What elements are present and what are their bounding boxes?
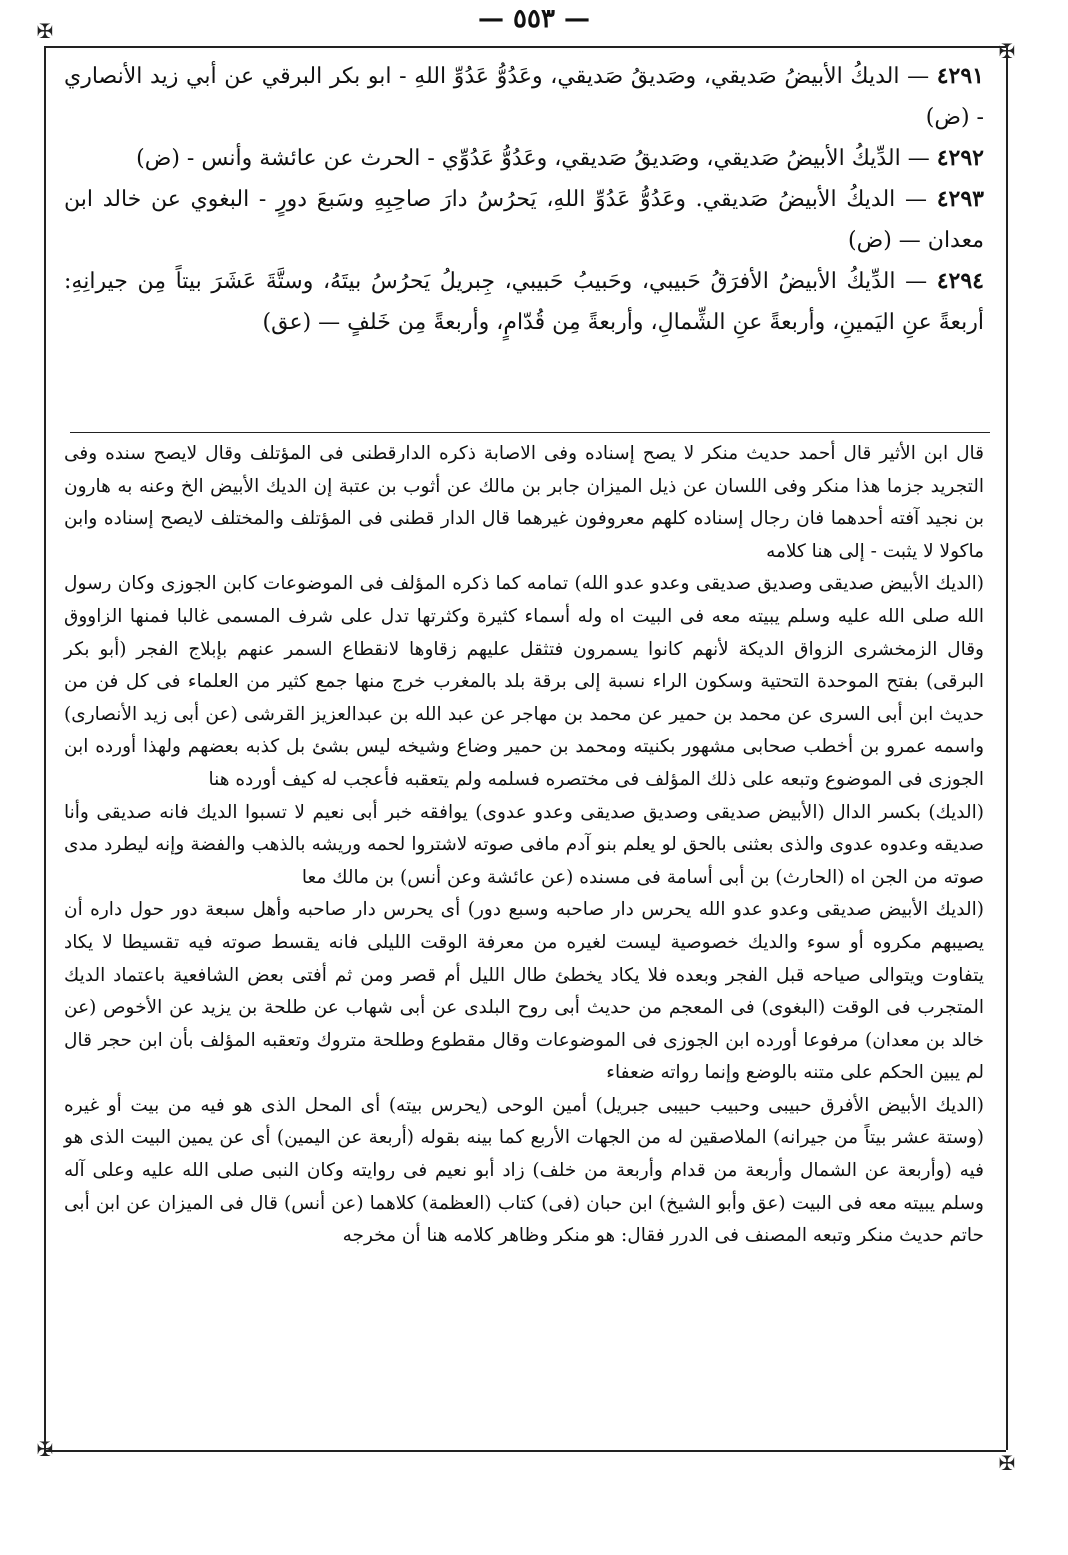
commentary-paragraph: (الديك الأبيض صديقى وعدو عدو الله يحرس دار صاحبه وسبع دور) أى يحرس دار صاحبه وأهل سبعة دور حول داره أن يصيبهم مكروه أو سوء والديك خصوصية ليست لغيره من معرفة الوقت الليلى فانه يقسط صوته فيه تقسيطا لا يكاد يتفاوت ويتوالى صياحه قبل الفجر وبعده فلا يكاد يخطئ طال الليل أم قصر ومن ثم أفتى بعض الشافعية باعتماد الديك المتجرب فى الوقت (البغوى) فى المعجم من حديث أبى روح البلدى عن أبى شهاب عن طلحة بن يزيد عن الأخوص (عن خالد بن معدان) مرفوعا أورده ابن الجوزى فى الموضوعات وقال مقطوع وطلحة متروك وتعقبه المؤلف بأن ابن حجر قال لم يبين الحكم على متنه بالوضع وإنما رواته ضعفاء xyxy=(64,899,984,1084)
hadith-text: — الدِّيكُ الأبيضُ الأفرَقُ حَبيبي، وحَبيبُ حَبيبي، جِبريلُ يَحرُسُ بيتَهُ، وستَّةَ عَشَرَ بيتاً مِن جيرانِهِ: أربعةً عنِ اليَمينِ، وأربعةً عنِ الشِّمالِ، وأربعةً مِن قُدّامٍ، وأربعةً مِن خَلفٍ — (عق) xyxy=(64,269,984,335)
hadith-text: — الديكُ الأبيضُ صَديقي، وصَديقُ صَديقي، وعَدُوُّ عَدُوِّ اللهِ - ابو بكر البرقي عن أبي زيد الأنصاري - (ض) xyxy=(64,64,984,130)
commentary-paragraph: (الديك الأبيض الأفرق حبيبى وحبيب حبيبى جبريل) أمين الوحى (يحرس بيته) أى المحل الذى هو فيه من بيت أو غيره (وستة عشر بيتاً من جيرانه) الملاصقين له من الجهات الأربع كما بينه بقوله (أربعة عن اليمين) أى عن يمين البيت الذى هو فيه (وأربعة عن الشمال وأربعة من قدام وأربعة من خلف) زاد أبو نعيم فى روايته وكان النبى صلى الله عليه وعلى آله وسلم يبيته معه فى البيت (عق وأبو الشيخ) ابن حبان (فى) كتاب (العظمة) كلاهما (عن أنس) قال فى الميزان عن ابن أبى حاتم حديث منكر وتبعه المصنف فى الدرر فقال: هو منكر وظاهر كلامه هنا أن مخرجه xyxy=(64,1094,984,1247)
hadith-section xyxy=(64,56,984,343)
page-number: — ٥٥٣ — xyxy=(477,4,591,34)
section-divider xyxy=(70,432,990,433)
commentary-paragraph: قال ابن الأثير قال أحمد حديث منكر لا يصح إسناده وفى الاصابة ذكره الدارقطنى فى المؤتلف وقال لايصح سنده وفى التجريد جزما هذا منكر وفى اللسان عن ذيل الميزان جابر بن مالك عن أثوب بن عتبة إن الديك الأبيض الخ وعنه به هارون بن نجيد آفته أحدهما فان رجال إسناده كلهم معروفون غيرهما قال الدار قطنى فى المؤتلف والمختلف لايصح إسناده وابن ماكولا لا يثبت - إلى هنا كلامه xyxy=(64,443,984,562)
hadith-number: ٤٢٩١ xyxy=(936,63,984,89)
hadith-text: — الدِّيكُ الأبيضُ صَديقي، وصَديقُ صَديقي، وعَدُوُّ عَدُوِّي - الحرث عن عائشة وأنس - (ض) xyxy=(136,146,930,171)
commentary-section xyxy=(64,438,984,1253)
hadith-entry xyxy=(64,179,984,261)
corner-ornament-icon: ✠ xyxy=(998,39,1016,63)
bottom-rule xyxy=(44,1450,1006,1452)
corner-ornament-icon: ✠ xyxy=(36,19,54,43)
corner-ornament-icon: ✠ xyxy=(36,1437,54,1461)
commentary-paragraph: (الديك) بكسر الدال (الأبيض صديقى وصديق صديقى وعدو عدوى) يوافقه خبر أبى نعيم لا تسبوا الديك فانه صديقى وأنا صديقه وعدوه عدوى والذى بعثنى بالحق لو يعلم بنو آدم مافى صوته لاشتروا لحمه وريشه بالذهب والفضة وإنه ليطرد مدى صوته من الجن اه (الحارث) بن أبى أسامة فى مسنده (عن عائشة وعن أنس) بن مالك معا xyxy=(64,801,984,888)
hadith-number: ٤٢٩٢ xyxy=(936,145,984,171)
hadith-number: ٤٢٩٤ xyxy=(936,268,984,294)
hadith-entry xyxy=(64,56,984,138)
commentary-paragraph: (الديك الأبيض صديقى وصديق صديقى وعدو عدو الله) تمامه كما ذكره المؤلف فى الموضوعات كابن الجوزى وكان رسول الله صلى الله عليه وسلم يبيته معه فى البيت اه وله أسماء كثيرة وكثرتها تدل على شرف المسمى غالبا فمنها الزاووق وقال الزمخشرى الزواق الديكة لأنهم كانوا يسمرون فتثقل عليهم زقاوها لانقطاع السمر عنهم بإبلاج الفجر (أبو بكر البرقى) بفتح الموحدة التحتية وسكون الراء نسبة إلى برقة بلد بالمغرب خرج منها جمع كثير من العلماء فى كل فن من حديث ابن أبى السرى عن محمد بن حمير عن محمد بن مهاجر عن عبد الله بن عبدالعزيز القرشى (عن أبى زيد الأنصارى) واسمه عمرو بن أخطب صحابى مشهور بكنيته ومحمد بن حمير وضاع وشيخه ليس بشئ بل كذبه بعضهم ولهذا أورده ابن الجوزى فى الموضوع وتبعه على ذلك المؤلف فى مختصره فسلمه ولم يتعقبه فأعجب له كيف أورده هنا xyxy=(64,573,984,790)
hadith-text: — الديكُ الأبيضُ صَديقي. وعَدُوُّ عَدُوِّ اللهِ، يَحرُسُ دارَ صاحِبِهِ وسَبعَ دورٍ - البغوي عن خالد ابن معدان — (ض) xyxy=(64,187,984,253)
hadith-entry xyxy=(64,261,984,343)
hadith-entry xyxy=(64,138,984,179)
hadith-number: ٤٢٩٣ xyxy=(936,186,984,212)
corner-ornament-icon: ✠ xyxy=(998,1451,1016,1475)
